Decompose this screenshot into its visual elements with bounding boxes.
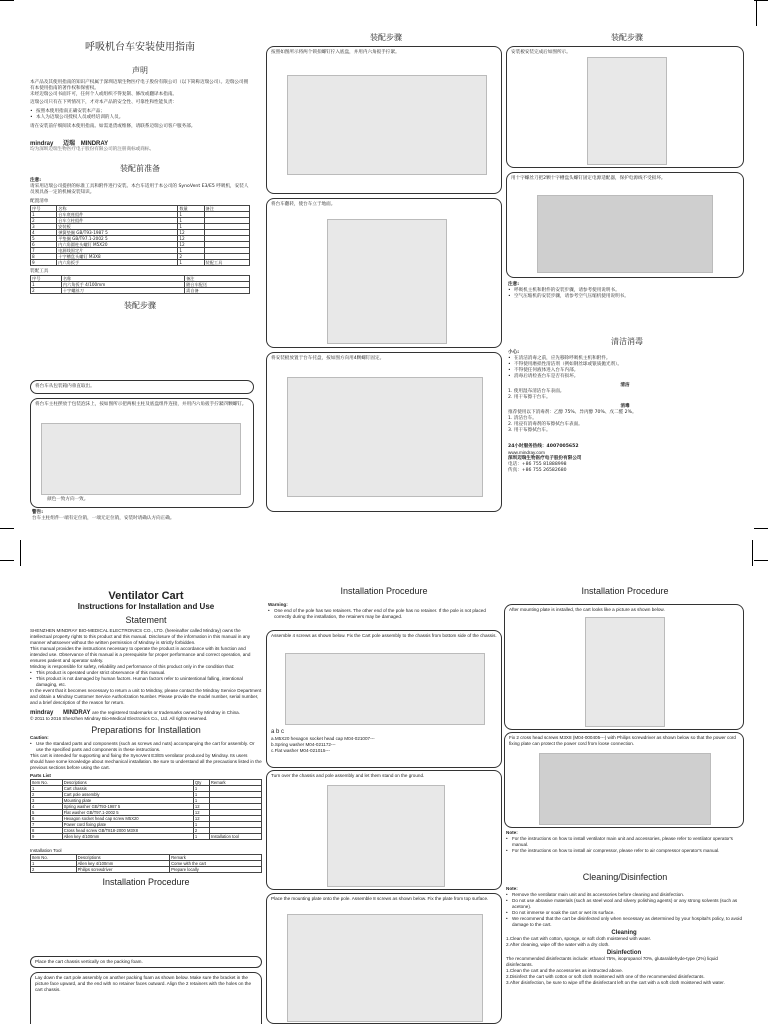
- crop-mark: [754, 560, 768, 561]
- table-cell: Remark: [209, 780, 261, 786]
- table-cell: 9: [31, 260, 57, 266]
- en-step6-text: After mounting plate is installed, the cart looks like a picture as shown below.: [509, 607, 665, 612]
- table-cell: 1: [31, 212, 57, 218]
- table-row: [31, 288, 250, 294]
- mounting-plate-illustration: [287, 377, 483, 497]
- cart-standing-illustration: [327, 219, 447, 344]
- en-main-title: Ventilator Cart: [108, 590, 184, 602]
- en-clean-section: [506, 886, 742, 986]
- cart-pole-illustration: [41, 423, 241, 495]
- mindray-logo-text: mindray: [30, 141, 54, 147]
- cn-clean-item: • 在清洁消毒之前，应先移除呼吸机主机和附件。: [508, 356, 742, 362]
- cn-note: [508, 282, 742, 300]
- cn-step2-note: 颜色一致方向一致。: [47, 497, 89, 502]
- en-statement-p1: SHENZHEN MINDRAY BIO-MEDICAL ELECTRONICS CO., LTD. (hereinafter called Mindray) owns the intellectual property rights to this product and this manual. Disclosure of the information in this manual in any manner whatsoever without the written permission of Mindray is strictly forbidden.: [30, 628, 251, 645]
- table-cell: 十字螺丝刀: [61, 288, 184, 294]
- table-cell: 台车底座组件: [57, 212, 178, 218]
- table-cell: 12: [178, 242, 204, 248]
- en-cleaning-sub: Cleaning: [611, 930, 637, 936]
- table-cell: 2: [31, 218, 57, 224]
- chassis-screws-illustration: [285, 653, 485, 725]
- screw-legend-item: c.Flat washer M04-021015---: [271, 748, 330, 753]
- table-cell: Descriptions: [76, 855, 170, 861]
- cn-step5-box: [266, 352, 502, 512]
- table-cell: 序号: [31, 276, 62, 282]
- table-cell: 8: [31, 254, 57, 260]
- power-cord-plate-illustration: [539, 753, 711, 825]
- table-cell: 2: [31, 792, 63, 798]
- cn-fax: 传真：+86 755 26582680: [508, 468, 567, 473]
- table-row: [31, 260, 250, 266]
- en-warning-text: • One end of the pole has two retainers. The other end of the pole has no retainer. If the pole is not placed correctly during the installation, the retainers may be damaged.: [268, 608, 500, 620]
- en-tools-table: [30, 854, 262, 873]
- table-cell: 1: [193, 792, 209, 798]
- table-cell: Cart chassis: [62, 786, 193, 792]
- mindray-caps-logo: MINDRAY: [80, 141, 109, 147]
- table-cell: 序号: [31, 206, 57, 212]
- mounting-plate-illustration: [287, 914, 483, 1022]
- cn-note-item: • 呼吸机主机和附件的安装步骤，请参考使用说明书。: [508, 288, 742, 294]
- en-step1-box: [30, 956, 262, 968]
- power-cord-plate-illustration: [537, 195, 713, 273]
- table-cell: Spring washer GB/T93-1987 5: [62, 804, 193, 810]
- cn-install-title-col2: 装配步骤: [370, 33, 402, 42]
- table-cell: Allen key 4/100mm: [62, 834, 193, 840]
- en-clean-title: Cleaning/Disinfection: [582, 872, 668, 882]
- cn-note-label: 注意:: [508, 282, 520, 287]
- cart-standing-illustration: [327, 785, 445, 887]
- cn-step6-box: [506, 46, 744, 168]
- en-copyright: © 2011 to 2016 Shenzhen Mindray Bio-Medical Electronics Co., Ltd. All rights reserved.: [30, 716, 208, 721]
- table-cell: 电源线固定片: [57, 248, 178, 254]
- cn-clean-item: • 不得使用磨损性清洁剂（例如钢丝球或银质抛光剂）。: [508, 362, 742, 368]
- en-tools-label: Installation Tool: [30, 848, 62, 853]
- screw-legend-item: a.M5X20 hexagon socket head cap M04-021007---: [271, 736, 375, 741]
- table-cell: 内六角扳手: [57, 260, 178, 266]
- en-disinfection-step: 2.Disinfect the cart with cotton or soft cloth moistened with one of the recommended disinfectants.: [506, 974, 705, 979]
- cn-hotline: 24小时服务热线：4007005652: [508, 444, 579, 449]
- table-cell: 数量: [178, 206, 204, 212]
- cn-clean-item: • 消毒后请检查台车是否有损坏。: [508, 374, 742, 380]
- en-note-item: • For the instructions on how to install air compressor, please refer to air compressor operator's manual.: [506, 848, 742, 854]
- cart-complete-illustration: [587, 57, 667, 165]
- en-warning: [268, 602, 500, 620]
- cn-disinfect-step: 3. 用干布擦拭台车。: [508, 428, 551, 433]
- cn-clean-caution: 小心:: [508, 350, 520, 355]
- en-step3-text: Assemble 4 screws as shown below. Fix the Cart pole assembly to the chassis from bottom side of the chassis.: [271, 633, 497, 638]
- en-note: [506, 830, 742, 854]
- table-cell: 4: [31, 230, 57, 236]
- table-cell: 1: [178, 218, 204, 224]
- cn-clean-title: 清洁消毒: [611, 337, 643, 346]
- cn-clean-section: [508, 350, 742, 474]
- table-cell: 名称: [57, 206, 178, 212]
- en-caution-label: Caution:: [30, 735, 49, 740]
- table-cell: 12: [193, 810, 209, 816]
- crop-mark: [20, 540, 21, 566]
- cn-clean-step: 1. 使用湿布清洁台车表面。: [508, 389, 565, 394]
- en-step3-box: [266, 630, 502, 768]
- table-cell: Hexagon socket head cap screw M5X20: [62, 816, 193, 822]
- en-cleaning-step: 2.After cleaning, wipe off the water with a dry cloth.: [506, 942, 610, 947]
- table-cell: 5: [31, 236, 57, 242]
- screw-letter: a: [271, 729, 275, 735]
- cn-warning-text: 台车主柱组件一端有定位销，一端无定位销，安装时请确认方向正确。: [32, 516, 175, 521]
- cn-install-title-col3: 装配步骤: [611, 33, 643, 42]
- table-cell: Remark: [170, 855, 262, 861]
- cn-prep-title: 装配前准备: [120, 164, 160, 173]
- table-cell: Flat washer GB/T97.1-2002 5: [62, 810, 193, 816]
- table-cell: 2: [31, 288, 62, 294]
- cn-step6-text: 安装板安装完成后如图所示。: [511, 50, 571, 55]
- table-cell: Come with the cart: [170, 861, 262, 867]
- cn-step4-text: 将台车翻转，使台车立于地面。: [271, 202, 336, 207]
- table-cell: Descriptions: [62, 780, 193, 786]
- table-cell: Cross head screw GB/T818-2000 M3X8: [62, 828, 193, 834]
- en-statement-p4: In the event that it becomes necessary to return a unit to Mindray, please contact the Mindray Service Department and obtain a Mindray Customer Service Authorization Number. Please provide the model number, serial number, and a brief description of the reason for return.: [30, 688, 262, 705]
- cn-disinfect-step: 2. 用浸有消毒剂的布擦拭台车表面。: [508, 422, 583, 427]
- cn-caution-label: 注意:: [30, 178, 42, 183]
- cn-statement-p2: 未经迈瑞公司书面许可，任何个人或组织不得复制、修改或翻译本指南。: [30, 92, 178, 97]
- table-cell: 8: [31, 828, 63, 834]
- en-caution-text: This cart is intended for supporting and fixing the SynoVent E3/E5 ventilator produced by Mindray. Its users should have some knowledge about mechanical installation. Be sure to understand all the precautions listed in the previous sections before using the cart.: [30, 753, 262, 770]
- table-cell: 12: [193, 816, 209, 822]
- table-cell: 7: [31, 822, 63, 828]
- en-step2-text: Lay down the cart pole assembly on another packing foam as shown below. Make sure the bracket in the picture face upward, and the end with no retainer faces outward. Align the 2 retainers with the holes on the cart chassis.: [35, 975, 252, 992]
- cn-clean-item: • 不得使任何液体进入台车内部。: [508, 368, 742, 374]
- cn-disinfect-step: 1. 清洁台车。: [508, 416, 537, 421]
- cn-tools-label: 装配工具: [30, 269, 49, 274]
- table-cell: 名称: [61, 276, 184, 282]
- table-cell: 内六角圆柱头螺钉 M5X20: [57, 242, 178, 248]
- en-parts-table: [30, 779, 262, 840]
- table-cell: Qty: [193, 780, 209, 786]
- table-cell: 9: [31, 834, 63, 840]
- table-cell: 十字槽盘头螺钉 M3X8: [57, 254, 178, 260]
- cn-step2-text: 将台车主柱摆放于包装泡沫上，按如图所示把两根主柱及底盘组件连接，并用内六角扳手拧紧四颗螺钉。: [35, 402, 247, 407]
- table-cell: 2: [31, 867, 77, 873]
- cn-parts-list-label: 配置清单: [30, 199, 49, 204]
- mindray-cn-logo: 迈瑞: [63, 140, 76, 147]
- table-cell: 5: [31, 810, 63, 816]
- cn-step7-text: 用十字螺丝刀把2颗十字槽盘头螺钉固定电源适配器，保护电源线不受损坏。: [511, 176, 666, 181]
- en-step7-text: Fix 2 cross head screws M3X8 (M04-000405---) with Philips screwdriver as shown below so that the power cord fixing plate can protect the power cord from loose connection.: [509, 735, 736, 746]
- en-disinfection-sub: Disinfection: [606, 950, 642, 956]
- cn-statement-p4: 请在安装前仔细阅读本使用指南。如需退货或维修，请联系迈瑞公司客户服务部。: [30, 124, 196, 129]
- en-statement-title: Statement: [125, 615, 167, 625]
- en-step1-text: Place the cart chassis vertically on the packing foam.: [35, 959, 143, 964]
- cart-complete-illustration: [585, 617, 665, 727]
- cn-statement-title: 声明: [132, 66, 148, 75]
- crop-mark: [0, 560, 14, 561]
- mindray-caps-logo: MINDRAY: [63, 710, 91, 716]
- cn-install-title: 装配步骤: [124, 301, 156, 310]
- en-clean-item: • Do not use abrasive materials (such as steel wool and silvery polishing agents) or any strong solvents (such as acetone).: [506, 898, 742, 910]
- cn-column-1: [30, 38, 250, 311]
- cn-note-item: • 空气压缩机的安装步骤，请参考空气压缩机使用说明书。: [508, 294, 742, 300]
- en-clean-item: • Remove the ventilator main unit and its accessories before cleaning and disinfection.: [506, 892, 742, 898]
- table-cell: 6: [31, 242, 57, 248]
- table-row: [31, 834, 262, 840]
- cn-statement-p1: 本产品及其使用指南的知识产权属于深圳迈瑞生物医疗电子股份有限公司（以下简称迈瑞公司）。迈瑞公司拥有本使用指南的著作权和保密权。: [30, 80, 249, 91]
- cn-disinfect-intro: 推荐使用以下消毒剂：乙醇 75%、异丙醇 70%、戊二醛 2%。: [508, 410, 637, 415]
- en-warning-label: Warning:: [268, 602, 288, 607]
- cn-statement-p3: 迈瑞公司只有在下列情况下，才对本产品的安全性、可靠性和性能负责：: [30, 100, 178, 105]
- cn-caution-text: 请采用迈瑞公司提供的标准工具和附件进行安装。本台车适用于本公司的 SynoVent E3/E5 呼吸机，安装人员须具备一定的机械安装知识。: [30, 184, 249, 195]
- table-cell: 1: [193, 798, 209, 804]
- en-trademark: are the registered trademarks or trademarks owned by Mindray in China.: [92, 710, 240, 715]
- table-cell: 12: [178, 236, 204, 242]
- table-cell: 平垫圈 GB/T97.1-2002 5: [57, 236, 178, 242]
- table-cell: 1: [193, 786, 209, 792]
- en-step4-text: Turn over the chassis and pole assembly and let them stand on the ground.: [271, 773, 425, 778]
- en-column-1: [30, 590, 262, 887]
- table-cell: 7: [31, 248, 57, 254]
- cn-tools-table: [30, 275, 250, 294]
- cn-step3-box: [266, 46, 502, 194]
- table-cell: 3: [31, 224, 57, 230]
- cn-step4-box: [266, 198, 502, 348]
- cn-step7-box: [506, 172, 744, 278]
- crop-mark: [0, 528, 14, 529]
- cn-trademark: 均为深圳迈瑞生物医疗电子股份有限公司的注册商标或商标。: [30, 147, 155, 152]
- table-cell: 1: [178, 224, 204, 230]
- en-statement-bullet: • This product is operated under strict observance of this manual.: [30, 670, 262, 676]
- table-cell: 1: [31, 861, 77, 867]
- en-prep-title: Preparations for Installation: [91, 725, 201, 735]
- cn-step2-box: [30, 398, 254, 508]
- table-cell: 4: [31, 804, 63, 810]
- cn-clean-sub2: 消毒: [620, 404, 630, 409]
- table-cell: 12: [193, 804, 209, 810]
- cn-brand-line: [30, 138, 250, 147]
- table-cell: 1: [178, 212, 204, 218]
- table-cell: 1: [193, 834, 209, 840]
- table-cell: Cart pole assembly: [62, 792, 193, 798]
- screw-letter: b: [276, 729, 280, 735]
- en-parts-list-label: Parts List: [30, 773, 51, 778]
- en-statement-bullet: • This product is not damaged by human factors. Human factors refer to unintentional falling, intentional damaging, etc.: [30, 676, 262, 688]
- en-step5-box: [266, 893, 502, 1024]
- en-step6-box: [504, 604, 744, 730]
- table-cell: Power cord fixing plate: [62, 822, 193, 828]
- en-clean-note-label: Note:: [506, 886, 518, 891]
- en-clean-item: • Do not immerse or soak the cart or wet its surface.: [506, 910, 742, 916]
- chassis-screws-illustration: [287, 75, 487, 175]
- en-clean-item: • We recommend that the cart be disinfected only when necessary as determined by your hospital's policy, to avoid damage to the cart.: [506, 916, 742, 928]
- screw-letter: c: [281, 729, 285, 735]
- table-cell: 需自备: [185, 288, 250, 294]
- screw-legend-item: b.Spring washer M04-021172---: [271, 742, 336, 747]
- en-step2-box: [30, 972, 262, 1024]
- table-cell: 12: [178, 230, 204, 236]
- crop-mark: [0, 0, 14, 1]
- crop-mark: [752, 540, 753, 566]
- table-cell: 3: [31, 798, 63, 804]
- table-cell: 2: [178, 254, 204, 260]
- cn-step3-text: 按照如图所示将两个锁扣螺钉拧入底盘，并用内六角扳手拧紧。: [271, 50, 400, 55]
- cn-company: 深圳迈瑞生物医疗电子股份有限公司: [508, 456, 582, 461]
- company-website: www.mindray.com: [508, 450, 545, 455]
- cn-clean-step: 2. 用干布擦干台车。: [508, 395, 551, 400]
- table-cell: 安装板: [57, 224, 178, 230]
- cn-step1-box: [30, 380, 254, 394]
- table-cell: 随台车配送: [185, 282, 250, 288]
- en-install-title-col3: Installation Procedure: [581, 586, 669, 596]
- en-caution-item: • Use the standard parts and components (such as screws and nuts) accompanying the cart for assembly. Or use the specified parts and components in these instructions.: [30, 741, 262, 753]
- table-cell: Mounting plate: [62, 798, 193, 804]
- table-cell: Philips screwdriver: [76, 867, 170, 873]
- en-cleaning-step: 1.Clean the cart with cotton, sponge, or soft cloth moistened with water.: [506, 936, 652, 941]
- table-cell: Installation tool: [209, 834, 261, 840]
- table-cell: Allen key 4/100mm: [76, 861, 170, 867]
- en-step7-box: [504, 732, 744, 828]
- crop-mark: [756, 0, 757, 26]
- cn-statement-bullet: • 按照本使用指南正确安装本产品；: [30, 109, 250, 115]
- table-cell: 台车立柱组件: [57, 218, 178, 224]
- cn-main-title: 呼吸机台车安装使用指南: [85, 42, 195, 53]
- table-cell: 1: [193, 822, 209, 828]
- table-cell: 备注: [204, 206, 249, 212]
- table-cell: 备注: [185, 276, 250, 282]
- table-cell: 弹簧垫圈 GB/T93-1987 5: [57, 230, 178, 236]
- en-statement-p2: This manual provides the instructions necessary to operate the product in accordance with its function and intended use. Observance of this manual is a prerequisite for proper performance and correct operation, and ensures patient and operator safety.: [30, 646, 251, 663]
- en-note-label: Note:: [506, 830, 518, 835]
- table-cell: Item No.: [31, 855, 77, 861]
- cn-statement-bullet: • 本人为迈瑞公司授权人员或经培训的人员。: [30, 115, 250, 121]
- table-cell: 1: [178, 248, 204, 254]
- table-cell: 1: [178, 260, 204, 266]
- table-cell: 6: [31, 816, 63, 822]
- en-disinfection-step: 1.Clean the cart and the accessories as instructed above.: [506, 968, 623, 973]
- table-cell: 装配工具: [204, 260, 249, 266]
- table-cell: 内六角扳手 4/100mm: [61, 282, 184, 288]
- en-statement-p3: Mindray is responsible for safety, reliability and performance of this product only in the condition that:: [30, 664, 235, 669]
- table-cell: 2: [193, 828, 209, 834]
- en-install-title: Installation Procedure: [102, 877, 190, 887]
- screw-letters: [271, 729, 497, 736]
- table-cell: 1: [31, 282, 62, 288]
- table-cell: Item No.: [31, 780, 63, 786]
- cn-warning-label: 警告:: [32, 510, 44, 515]
- table-cell: 1: [31, 786, 63, 792]
- en-step5-text: Place the mounting plate onto the pole. Assemble 8 screws as shown below. Fix the plate from top surface.: [271, 896, 489, 901]
- cn-clean-sub1: 清洁: [620, 383, 630, 388]
- cn-tel: 电话：+86 755 81888998: [508, 462, 567, 467]
- en-step4-box: [266, 770, 502, 890]
- cn-step5-text: 将安装板放置于台车托盘，按如图方向用4颗螺钉固定。: [271, 356, 385, 361]
- mindray-logo-text: mindray: [30, 710, 54, 716]
- cn-step1-text: 将台车从包装箱内垂直取出。: [35, 384, 95, 389]
- table-row: [31, 867, 262, 873]
- en-subtitle: Instructions for Installation and Use: [77, 602, 215, 611]
- table-cell: Prepare locally: [170, 867, 262, 873]
- en-note-item: • For the instructions on how to install ventilator main unit and accessories, please refer to ventilator operator's manual.: [506, 836, 742, 848]
- en-install-title-col2: Installation Procedure: [340, 586, 428, 596]
- en-disinfection-intro: The recommended disinfectants include: ethanol 75%, isopropanol 70%, glutaraldehyde-type (2%) liquid disinfectants.: [506, 956, 718, 967]
- cn-warning: [32, 510, 252, 522]
- cn-parts-table: [30, 205, 250, 266]
- crop-mark: [754, 528, 768, 529]
- en-disinfection-step: 3.After disinfection, be sure to wipe off the disinfectant left on the cart with a soft cloth moistened with water.: [506, 980, 725, 985]
- screws-legend: [271, 729, 497, 754]
